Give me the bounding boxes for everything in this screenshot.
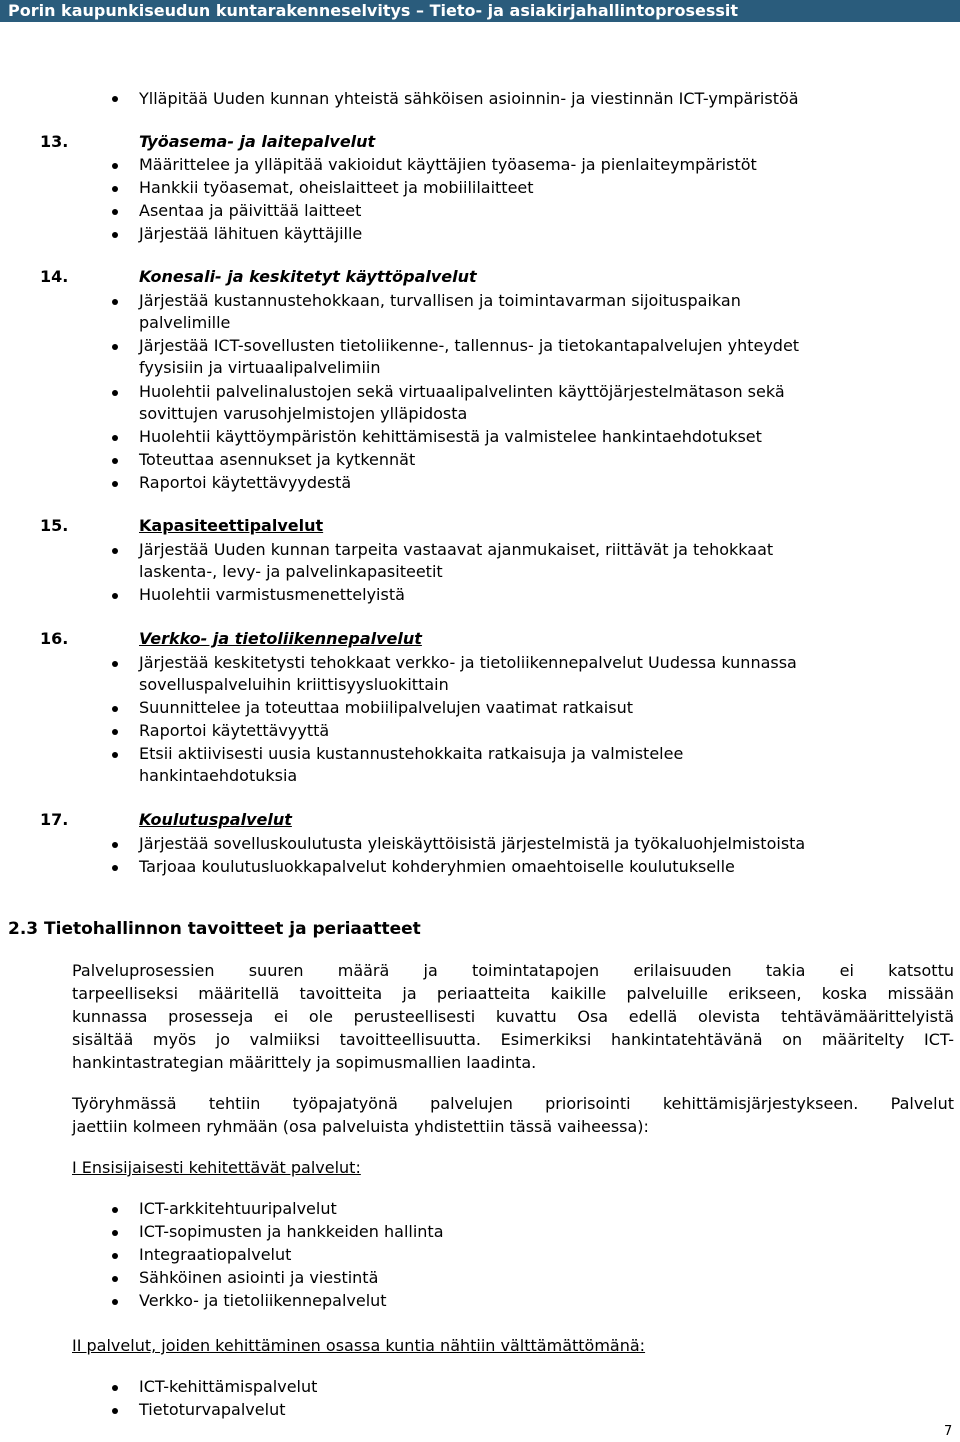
section-title-15: Kapasiteettipalvelut: [139, 516, 324, 535]
section-number-14: 14.: [40, 267, 69, 286]
list-item: Integraatiopalvelut: [139, 1245, 292, 1264]
paragraph-line: Palveluprosessien suuren määrä ja toimintatapojen erilaisuuden takia ei katsottu: [72, 961, 954, 980]
bullet-icon: [112, 186, 118, 192]
list-item-continuation: sovittujen varusohjelmistojen ylläpidosta: [139, 404, 468, 423]
bullet-icon: [112, 458, 118, 464]
list-item-continuation: laskenta-, levy- ja palvelinkapasiteetit: [139, 562, 443, 581]
bullet-icon: [112, 1299, 118, 1305]
bullet-icon: [112, 96, 118, 102]
list-item: Raportoi käytettävyydestä: [139, 473, 352, 492]
list-item: ICT-sopimusten ja hankkeiden hallinta: [139, 1222, 444, 1241]
list-item: Huolehtii käyttöympäristön kehittämisestä ja valmistelee hankintaehdotukset: [139, 427, 762, 446]
paragraph-line: jaettiin kolmeen ryhmään (osa palveluista yhdistettiin tässä vaiheessa):: [72, 1117, 649, 1136]
bullet-icon: [112, 706, 118, 712]
section-number-15: 15.: [40, 516, 69, 535]
bullet-icon: [112, 435, 118, 441]
bullet-icon: [112, 1253, 118, 1259]
bullet-icon: [112, 1385, 118, 1391]
section-title-14: Konesali- ja keskitetyt käyttöpalvelut: [139, 267, 477, 286]
list-item: Hankkii työasemat, oheislaitteet ja mobiililaitteet: [139, 178, 534, 197]
paragraph-line: Työryhmässä tehtiin työpajatyönä palvelujen priorisointi kehittämisjärjestykseen. Palvelut: [72, 1094, 954, 1113]
section-title-13: Työasema- ja laitepalvelut: [139, 132, 376, 151]
group-title-2: II palvelut, joiden kehittäminen osassa kuntia nähtiin välttämättömänä:: [72, 1336, 646, 1355]
bullet-icon: [112, 842, 118, 848]
bullet-icon: [112, 1230, 118, 1236]
bullet-icon: [112, 163, 118, 169]
paragraph-line: kunnassa prosesseja ei ole perusteellisesti kuvattu Osa edellä olevista tehtävämäärittelyistä: [72, 1007, 954, 1026]
section-number-16: 16.: [40, 629, 69, 648]
list-item: ICT-arkkitehtuuripalvelut: [139, 1199, 337, 1218]
group-title-1: I Ensisijaisesti kehitettävät palvelut:: [72, 1158, 361, 1177]
list-item: Järjestää keskitetysti tehokkaat verkko- ja tietoliikennepalvelut Uudessa kunnassa: [139, 653, 797, 672]
list-item: ICT-kehittämispalvelut: [139, 1377, 318, 1396]
list-item: Tarjoaa koulutusluokkapalvelut kohderyhmien omaehtoiselle koulutukselle: [139, 857, 735, 876]
list-item: Tietoturvapalvelut: [139, 1400, 286, 1419]
bullet-icon: [112, 481, 118, 487]
list-item: Järjestää sovelluskoulutusta yleiskäyttöisistä järjestelmistä ja työkaluohjelmistoista: [139, 834, 806, 853]
list-item: Määrittelee ja ylläpitää vakioidut käyttäjien työasema- ja pienlaiteympäristöt: [139, 155, 757, 174]
header-title: Porin kaupunkiseudun kuntarakenneselvitys – Tieto- ja asiakirjahallintoprosessit: [8, 1, 738, 20]
list-item: Sähköinen asiointi ja viestintä: [139, 1268, 379, 1287]
paragraph-line: tarpeelliseksi määritellä tavoitteita ja periaatteita kaikille palveluille erikseen, koska missään: [72, 984, 954, 1003]
section-number-13: 13.: [40, 132, 69, 151]
list-item: Huolehtii varmistusmenettelyistä: [139, 585, 405, 604]
section-title-16: Verkko- ja tietoliikennepalvelut: [139, 629, 422, 648]
list-item: Raportoi käytettävyyttä: [139, 721, 330, 740]
section-number-17: 17.: [40, 810, 69, 829]
bullet-icon: [112, 661, 118, 667]
bullet-icon: [112, 344, 118, 350]
list-item: Toteuttaa asennukset ja kytkennät: [139, 450, 416, 469]
paragraph-line: hankintastrategian määrittely ja sopimusmallien laadinta.: [72, 1053, 537, 1072]
bullet-icon: [112, 390, 118, 396]
section-title-17: Koulutuspalvelut: [139, 810, 292, 829]
bullet-icon: [112, 729, 118, 735]
paragraph-line: sisältää myös jo valmiiksi tavoitteellisuutta. Esimerkiksi hankintatehtävänä on määritelty ICT-: [72, 1030, 954, 1049]
bullet-icon: [112, 752, 118, 758]
list-item: Järjestää kustannustehokkaan, turvallisen ja toimintavarman sijoituspaikan: [139, 291, 741, 310]
list-item: Huolehtii palvelinalustojen sekä virtuaalipalvelinten käyttöjärjestelmätason sekä: [139, 382, 785, 401]
page-number: 7: [944, 1424, 953, 1439]
list-item-continuation: hankintaehdotuksia: [139, 766, 298, 785]
bullet-icon: [112, 593, 118, 599]
list-item-continuation: sovelluspalveluihin kriittisyysluokittain: [139, 675, 449, 694]
section-heading: 2.3 Tietohallinnon tavoitteet ja periaatteet: [8, 919, 421, 939]
list-item: Verkko- ja tietoliikennepalvelut: [139, 1291, 387, 1310]
list-item: Suunnittelee ja toteuttaa mobiilipalvelujen vaatimat ratkaisut: [139, 698, 633, 717]
list-item: Järjestää lähituen käyttäjille: [139, 224, 363, 243]
bullet-icon: [112, 1207, 118, 1213]
list-item-continuation: fyysisiin ja virtuaalipalvelimiin: [139, 358, 381, 377]
bullet-icon: [112, 1276, 118, 1282]
page-header-bar: [0, 0, 960, 22]
list-item: Asentaa ja päivittää laitteet: [139, 201, 362, 220]
bullet-icon: [112, 548, 118, 554]
bullet-icon: [112, 209, 118, 215]
bullet-icon: [112, 1408, 118, 1414]
bullet-icon: [112, 299, 118, 305]
list-item: Järjestää Uuden kunnan tarpeita vastaavat ajanmukaiset, riittävät ja tehokkaat: [139, 540, 774, 559]
list-item: Järjestää ICT-sovellusten tietoliikenne-, tallennus- ja tietokantapalvelujen yhteydet: [139, 336, 800, 355]
top-list-item: Ylläpitää Uuden kunnan yhteistä sähköisen asioinnin- ja viestinnän ICT-ympäristöä: [139, 89, 799, 108]
bullet-icon: [112, 865, 118, 871]
list-item-continuation: palvelimille: [139, 313, 231, 332]
bullet-icon: [112, 232, 118, 238]
list-item: Etsii aktiivisesti uusia kustannustehokkaita ratkaisuja ja valmistelee: [139, 744, 684, 763]
